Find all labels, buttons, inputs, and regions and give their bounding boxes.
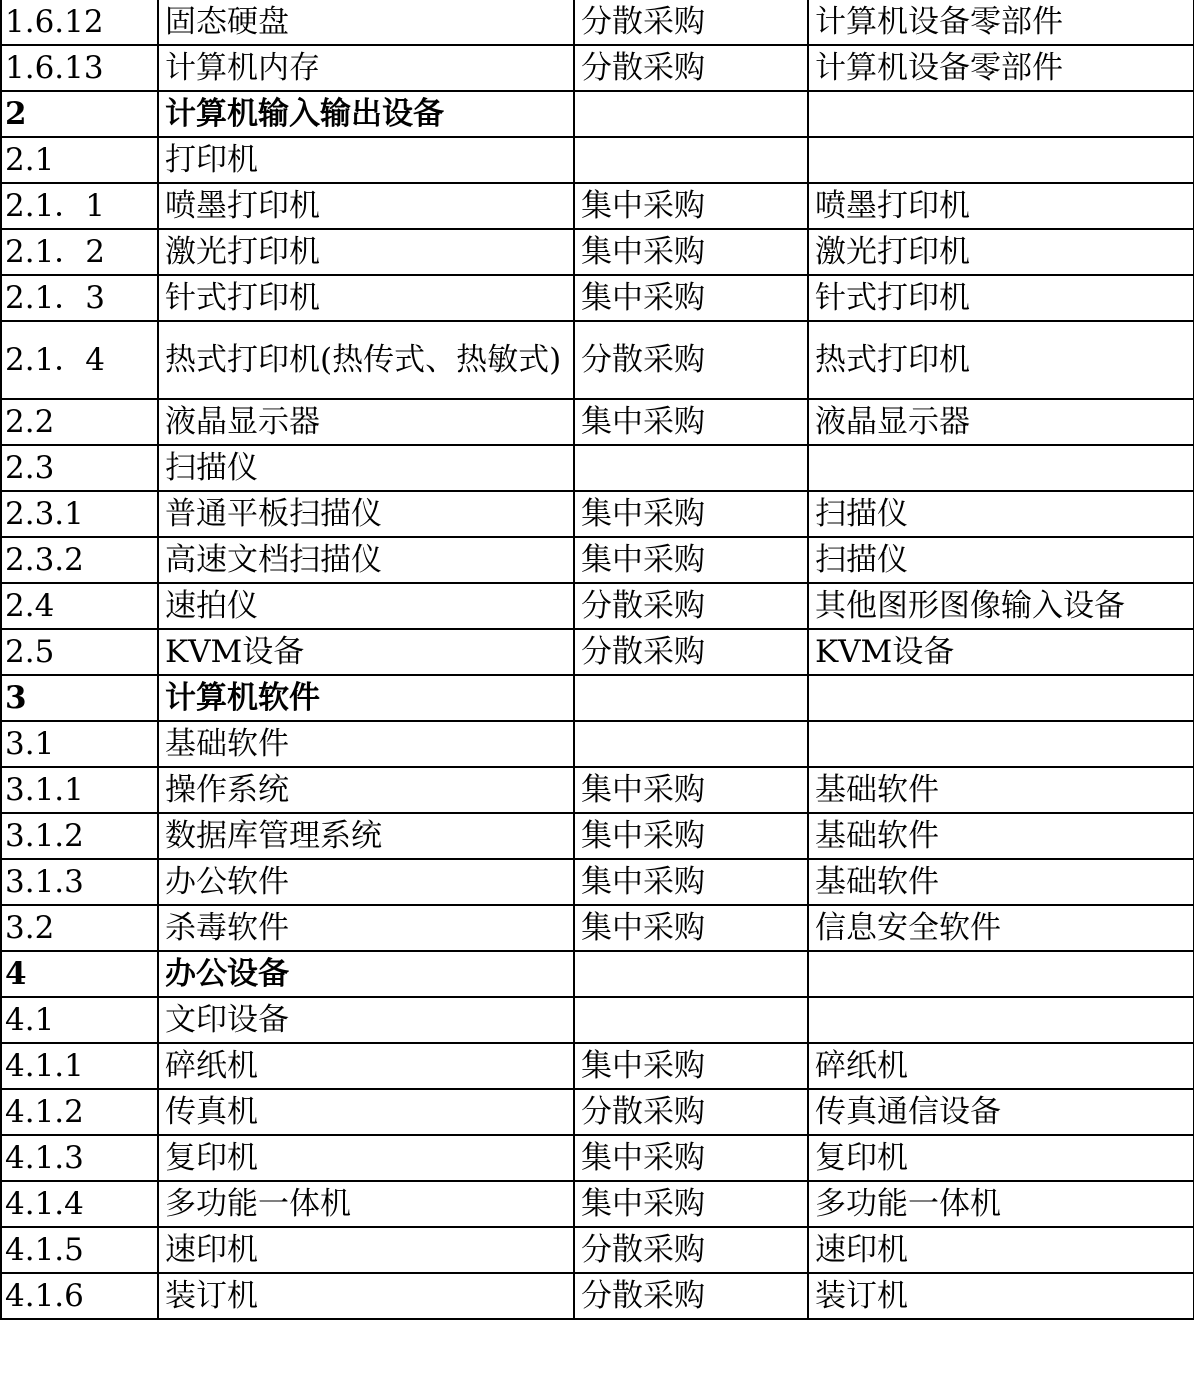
item-name-cell: 基础软件 <box>158 721 574 767</box>
code-cell: 2.1．1 <box>1 183 158 229</box>
table-row <box>1 137 1194 183</box>
code-cell: 3.1.1 <box>1 767 158 813</box>
code-cell: 4.1.2 <box>1 1089 158 1135</box>
code-cell: 2.1．3 <box>1 275 158 321</box>
procurement-method-cell: 集中采购 <box>574 1181 808 1227</box>
table-row <box>1 229 1194 275</box>
procurement-method-cell <box>574 137 808 183</box>
item-name-cell: 计算机内存 <box>158 45 574 91</box>
code-cell: 4.1 <box>1 997 158 1043</box>
category-cell <box>808 137 1194 183</box>
category-cell: 多功能一体机 <box>808 1181 1194 1227</box>
item-name-cell: 热式打印机(热传式、热敏式) <box>158 321 574 399</box>
table-row <box>1 1089 1194 1135</box>
category-cell <box>808 951 1194 997</box>
item-name-cell: 多功能一体机 <box>158 1181 574 1227</box>
table-row <box>1 537 1194 583</box>
code-cell: 4.1.4 <box>1 1181 158 1227</box>
procurement-method-cell <box>574 997 808 1043</box>
item-name-cell: 速拍仪 <box>158 583 574 629</box>
procurement-method-cell: 分散采购 <box>574 1273 808 1319</box>
procurement-method-cell: 分散采购 <box>574 321 808 399</box>
code-cell: 4.1.1 <box>1 1043 158 1089</box>
procurement-method-cell: 集中采购 <box>574 767 808 813</box>
code-cell: 1.6.12 <box>1 0 158 45</box>
item-name-cell: 碎纸机 <box>158 1043 574 1089</box>
table-row <box>1 859 1194 905</box>
item-name-cell: 传真机 <box>158 1089 574 1135</box>
table-row <box>1 905 1194 951</box>
procurement-method-cell: 分散采购 <box>574 1089 808 1135</box>
item-name-cell: 计算机输入输出设备 <box>158 91 574 137</box>
category-cell: 速印机 <box>808 1227 1194 1273</box>
item-name-cell: 激光打印机 <box>158 229 574 275</box>
procurement-method-cell: 集中采购 <box>574 537 808 583</box>
category-cell <box>808 997 1194 1043</box>
code-cell: 3.1.3 <box>1 859 158 905</box>
code-cell: 2.3.2 <box>1 537 158 583</box>
procurement-method-cell: 集中采购 <box>574 229 808 275</box>
procurement-method-cell: 集中采购 <box>574 813 808 859</box>
procurement-method-cell <box>574 445 808 491</box>
procurement-method-cell: 分散采购 <box>574 45 808 91</box>
code-cell: 3 <box>1 675 158 721</box>
code-cell: 2.3 <box>1 445 158 491</box>
table-row <box>1 1135 1194 1181</box>
category-cell <box>808 675 1194 721</box>
category-cell <box>808 721 1194 767</box>
category-cell: 基础软件 <box>808 767 1194 813</box>
category-cell: 扫描仪 <box>808 537 1194 583</box>
table-row <box>1 45 1194 91</box>
code-cell: 2.1．4 <box>1 321 158 399</box>
procurement-method-cell <box>574 721 808 767</box>
item-name-cell: 打印机 <box>158 137 574 183</box>
code-cell: 4.1.5 <box>1 1227 158 1273</box>
category-cell: 计算机设备零部件 <box>808 45 1194 91</box>
code-cell: 3.1 <box>1 721 158 767</box>
category-cell: 装订机 <box>808 1273 1194 1319</box>
category-cell: 扫描仪 <box>808 491 1194 537</box>
item-name-cell: 复印机 <box>158 1135 574 1181</box>
table-row <box>1 1043 1194 1089</box>
item-name-cell: 扫描仪 <box>158 445 574 491</box>
category-cell: 碎纸机 <box>808 1043 1194 1089</box>
code-cell: 2 <box>1 91 158 137</box>
table-row <box>1 0 1194 45</box>
item-name-cell: 喷墨打印机 <box>158 183 574 229</box>
item-name-cell: KVM设备 <box>158 629 574 675</box>
item-name-cell: 高速文档扫描仪 <box>158 537 574 583</box>
item-name-cell: 计算机软件 <box>158 675 574 721</box>
procurement-method-cell: 分散采购 <box>574 1227 808 1273</box>
table-row <box>1 183 1194 229</box>
category-cell: 计算机设备零部件 <box>808 0 1194 45</box>
item-name-cell: 固态硬盘 <box>158 0 574 45</box>
table-row <box>1 1181 1194 1227</box>
category-cell: 热式打印机 <box>808 321 1194 399</box>
procurement-method-cell: 集中采购 <box>574 1135 808 1181</box>
table-row <box>1 321 1194 399</box>
code-cell: 2.2 <box>1 399 158 445</box>
procurement-method-cell: 集中采购 <box>574 275 808 321</box>
code-cell: 3.1.2 <box>1 813 158 859</box>
procurement-method-cell <box>574 91 808 137</box>
item-name-cell: 液晶显示器 <box>158 399 574 445</box>
item-name-cell: 办公设备 <box>158 951 574 997</box>
table-row <box>1 675 1194 721</box>
procurement-table-body <box>1 0 1194 1319</box>
category-cell: 针式打印机 <box>808 275 1194 321</box>
table-row <box>1 445 1194 491</box>
item-name-cell: 速印机 <box>158 1227 574 1273</box>
code-cell: 3.2 <box>1 905 158 951</box>
procurement-method-cell: 分散采购 <box>574 583 808 629</box>
item-name-cell: 杀毒软件 <box>158 905 574 951</box>
table-row <box>1 629 1194 675</box>
item-name-cell: 普通平板扫描仪 <box>158 491 574 537</box>
procurement-method-cell: 集中采购 <box>574 905 808 951</box>
table-row <box>1 721 1194 767</box>
procurement-method-cell: 分散采购 <box>574 629 808 675</box>
table-row <box>1 91 1194 137</box>
category-cell: 传真通信设备 <box>808 1089 1194 1135</box>
table-row <box>1 951 1194 997</box>
procurement-method-cell <box>574 675 808 721</box>
table-row <box>1 1273 1194 1319</box>
code-cell: 4.1.6 <box>1 1273 158 1319</box>
category-cell: 信息安全软件 <box>808 905 1194 951</box>
code-cell: 4.1.3 <box>1 1135 158 1181</box>
category-cell: 激光打印机 <box>808 229 1194 275</box>
category-cell <box>808 445 1194 491</box>
table-row <box>1 399 1194 445</box>
item-name-cell: 数据库管理系统 <box>158 813 574 859</box>
procurement-method-cell: 集中采购 <box>574 859 808 905</box>
category-cell: KVM设备 <box>808 629 1194 675</box>
procurement-method-cell: 集中采购 <box>574 1043 808 1089</box>
code-cell: 2.3.1 <box>1 491 158 537</box>
item-name-cell: 操作系统 <box>158 767 574 813</box>
table-row <box>1 583 1194 629</box>
category-cell: 喷墨打印机 <box>808 183 1194 229</box>
code-cell: 2.4 <box>1 583 158 629</box>
item-name-cell: 文印设备 <box>158 997 574 1043</box>
procurement-method-cell: 分散采购 <box>574 0 808 45</box>
code-cell: 2.1．2 <box>1 229 158 275</box>
item-name-cell: 针式打印机 <box>158 275 574 321</box>
code-cell: 1.6.13 <box>1 45 158 91</box>
code-cell: 2.1 <box>1 137 158 183</box>
category-cell: 复印机 <box>808 1135 1194 1181</box>
category-cell <box>808 91 1194 137</box>
procurement-method-cell <box>574 951 808 997</box>
category-cell: 其他图形图像输入设备 <box>808 583 1194 629</box>
table-row <box>1 1227 1194 1273</box>
code-cell: 4 <box>1 951 158 997</box>
category-cell: 基础软件 <box>808 859 1194 905</box>
table-row <box>1 275 1194 321</box>
procurement-method-cell: 集中采购 <box>574 491 808 537</box>
table-row <box>1 813 1194 859</box>
procurement-method-cell: 集中采购 <box>574 183 808 229</box>
category-cell: 基础软件 <box>808 813 1194 859</box>
item-name-cell: 办公软件 <box>158 859 574 905</box>
category-cell: 液晶显示器 <box>808 399 1194 445</box>
table-row <box>1 997 1194 1043</box>
table-row <box>1 767 1194 813</box>
procurement-method-cell: 集中采购 <box>574 399 808 445</box>
table-row <box>1 491 1194 537</box>
code-cell: 2.5 <box>1 629 158 675</box>
item-name-cell: 装订机 <box>158 1273 574 1319</box>
